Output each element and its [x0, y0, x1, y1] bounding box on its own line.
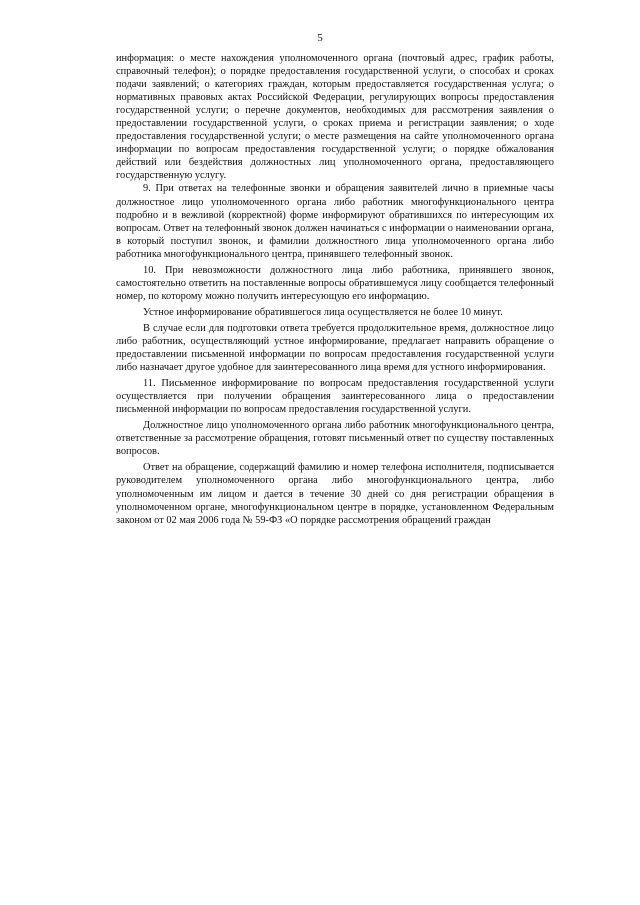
paragraph-answer-signing: Ответ на обращение, содержащий фамилию и номер телефона исполнителя, подписывается руководителем уполномоченного органа либо многофункционального центра, либо уполномоченным им лицом и дается в течение 30 дней со дня регистрации обращения в уполномоченном органе, многофункциональном центре в порядке, установленном Федеральным законом от 02 мая 2006 года № 59-ФЗ «О порядке рассмотрения обращений граждан [116, 462, 554, 526]
page-number: 5 [317, 32, 323, 44]
document-body [116, 52, 554, 527]
paragraph-responsible-officials: Должностное лицо уполномоченного органа либо работник многофункционального центра, ответственные за рассмотрение обращения, готовят письменный ответ по существу поставленных вопросов. [116, 420, 554, 458]
paragraph-long-preparation: В случае если для подготовки ответа требуется продолжительное время, должностное лицо либо работник, осуществляющий устное информирование, предлагает направить обращение о предоставлении письменной информации по вопросам предоставления государственной услуги либо назначает другое удобное для заинтересованного лица время для устного информирования. [116, 322, 554, 374]
paragraph-11-written-info: 11. Письменное информирование по вопросам предоставления государственной услуги осуществляется при получении обращения заинтересованного лица о предоставлении письменной информации по вопросам предоставления государственной услуги. [116, 378, 554, 416]
paragraph-oral-duration: Устное информирование обратившегося лица осуществляется не более 10 минут. [143, 306, 503, 318]
paragraph-10-redirect: 10. При невозможности должностного лица либо работника, принявшего звонок, самостоятельно ответить на поставленные вопросы обратившемуся лицу сообщается телефонный номер, по которому можно получить интересующую его информацию. [116, 264, 554, 302]
paragraph-information-list: информация: о месте нахождения уполномоченного органа (почтовый адрес, график работы, справочный телефон); о порядке предоставления государственной услуги, о способах и сроках подачи заявлений; о категориях граждан, которым предоставляется государственная услуга; о нормативных правовых актах Российской Федерации, регулирующих вопросы предоставления государственной услуги; о перечне документов, необходимых для рассмотрения заявления о предоставлении государственной услуги, о сроках приема и регистрации заявления; о ходе предоставления государственной услуги; о месте размещения на сайте уполномоченного органа информации по вопросам предоставления государственной услуги; о порядке обжалования действий или бездействия должностных лиц уполномоченного органа, предоставляющего государственную услугу. [116, 53, 554, 182]
paragraph-9-phone-answers: 9. При ответах на телефонные звонки и обращения заявителей лично в приемные часы должностное лицо уполномоченного органа либо работник многофункционального центра подробно и в вежливой (корректной) форме информируют обратившихся по интересующим их вопросам. Ответ на телефонный звонок должен начинаться с информации о наименовании органа, в который поступил звонок, и фамилии должностного лица уполномоченного органа либо работника многофункционального центра, принявшего телефонный звонок. [116, 183, 554, 260]
